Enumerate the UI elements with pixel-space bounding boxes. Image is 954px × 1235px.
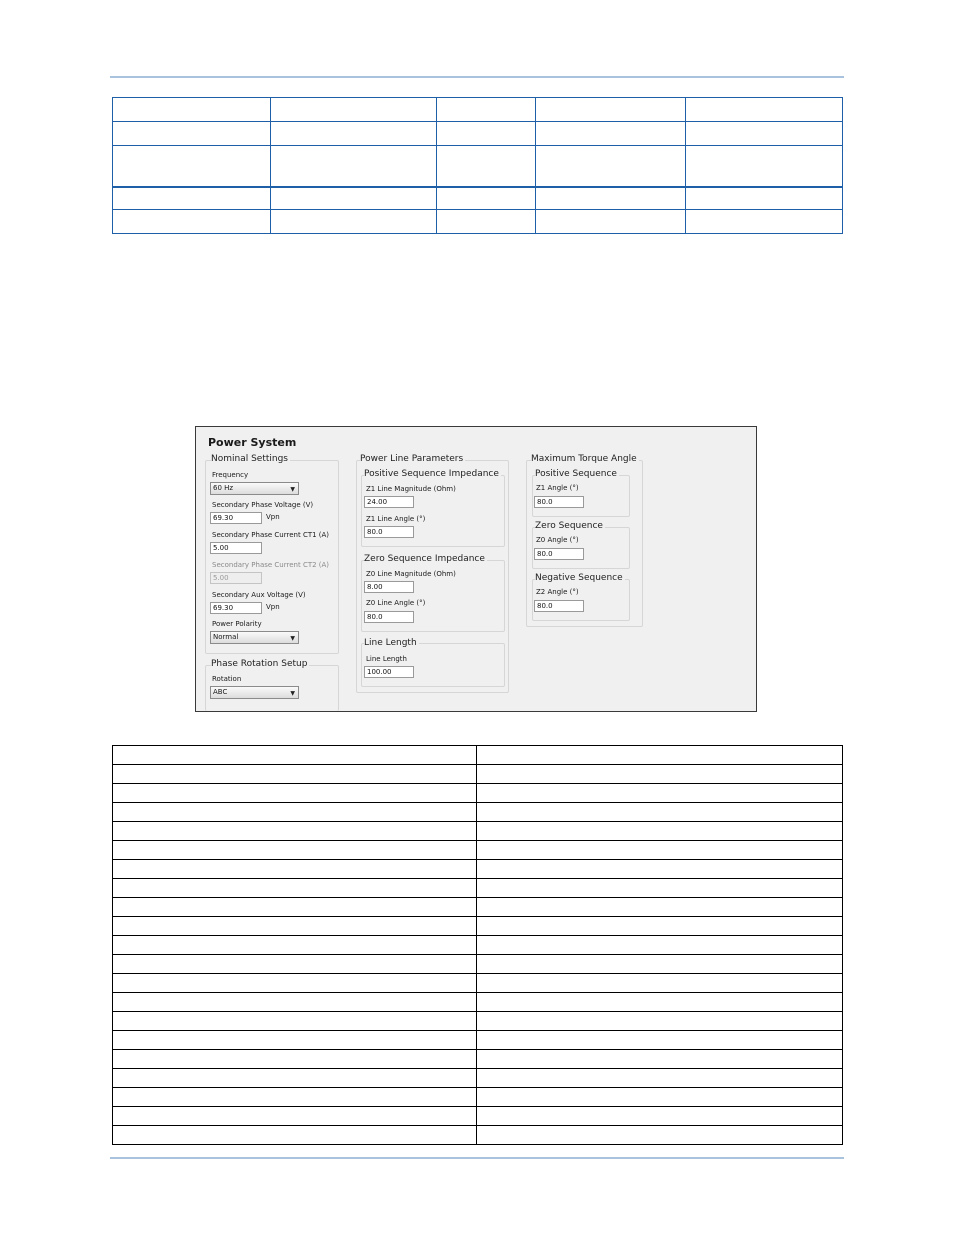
sec-phase-voltage-label: Secondary Phase Voltage (V) <box>212 501 314 509</box>
table-row <box>113 98 843 122</box>
table-row <box>113 146 843 187</box>
table-row <box>113 765 843 784</box>
power-system-screenshot <box>195 426 757 712</box>
ct2-input: 5.00 <box>210 572 262 584</box>
power-polarity-value: Normal <box>213 633 239 641</box>
torque-title: Maximum Torque Angle <box>531 454 637 464</box>
chevron-down-icon: ▼ <box>290 635 295 642</box>
table-row <box>113 974 843 993</box>
torque-negative-title: Negative Sequence <box>535 573 623 583</box>
nominal-settings-title: Nominal Settings <box>211 454 289 464</box>
table-row <box>113 993 843 1012</box>
top-table <box>112 97 843 234</box>
table-row <box>113 841 843 860</box>
frequency-select[interactable] <box>210 482 299 495</box>
frequency-label: Frequency <box>212 471 249 479</box>
line-length-title: Line Length <box>364 638 417 648</box>
table-row <box>113 936 843 955</box>
chevron-down-icon: ▼ <box>290 486 295 493</box>
ct1-input[interactable]: 5.00 <box>210 542 262 554</box>
z1-angle-input[interactable]: 80.0 <box>364 526 414 538</box>
table-row <box>113 898 843 917</box>
table-row <box>113 122 843 146</box>
aux-voltage-label: Secondary Aux Voltage (V) <box>212 591 306 599</box>
table-row <box>113 1088 843 1107</box>
chevron-down-icon: ▼ <box>290 690 295 697</box>
table-row <box>113 187 843 210</box>
z2-angle-torque-input[interactable]: 80.0 <box>534 600 584 612</box>
z0-magnitude-input[interactable]: 8.00 <box>364 581 414 593</box>
ct1-label: Secondary Phase Current CT1 (A) <box>212 531 330 539</box>
aux-voltage-input[interactable]: 69.30 <box>210 602 262 614</box>
bottom-table <box>112 745 843 1145</box>
z1-magnitude-input[interactable]: 24.00 <box>364 496 414 508</box>
z1-angle-torque-input[interactable]: 80.0 <box>534 496 584 508</box>
table-row <box>113 1107 843 1126</box>
phase-rotation-title: Phase Rotation Setup <box>211 659 308 669</box>
header-rule <box>110 76 844 78</box>
z0-angle-torque-label: Z0 Angle (°) <box>536 536 579 544</box>
z0-magnitude-label: Z0 Line Magnitude (Ohm) <box>366 570 456 578</box>
table-row <box>113 860 843 879</box>
power-polarity-select[interactable] <box>210 631 299 644</box>
table-row <box>113 803 843 822</box>
table-row <box>113 746 843 765</box>
table-row <box>113 1031 843 1050</box>
torque-positive-title: Positive Sequence <box>535 469 617 479</box>
rotation-value: ABC <box>213 688 228 696</box>
rotation-label: Rotation <box>212 675 242 683</box>
panel-title: Power System <box>208 436 297 449</box>
table-row <box>113 210 843 234</box>
torque-zero-title: Zero Sequence <box>535 521 603 531</box>
frequency-value: 60 Hz <box>213 484 234 492</box>
table-row <box>113 1069 843 1088</box>
z0-angle-torque-input[interactable]: 80.0 <box>534 548 584 560</box>
line-length-group <box>361 643 505 687</box>
z1-angle-label: Z1 Line Angle (°) <box>366 515 426 523</box>
table-row <box>113 822 843 841</box>
z0-angle-input[interactable]: 80.0 <box>364 611 414 623</box>
line-length-input[interactable]: 100.00 <box>364 666 414 678</box>
table-row <box>113 784 843 803</box>
z1-magnitude-label: Z1 Line Magnitude (Ohm) <box>366 485 456 493</box>
z0-angle-label: Z0 Line Angle (°) <box>366 599 426 607</box>
sec-phase-voltage-unit: Vpn <box>266 513 280 521</box>
ct2-label: Secondary Phase Current CT2 (A) <box>212 561 330 569</box>
power-line-title: Power Line Parameters <box>360 454 464 464</box>
line-length-label: Line Length <box>366 655 407 663</box>
z1-angle-torque-label: Z1 Angle (°) <box>536 484 579 492</box>
sec-phase-voltage-input[interactable]: 69.30 <box>210 512 262 524</box>
z2-angle-torque-label: Z2 Angle (°) <box>536 588 579 596</box>
power-polarity-label: Power Polarity <box>212 620 262 628</box>
footer-rule <box>110 1157 844 1159</box>
table-row <box>113 917 843 936</box>
table-row <box>113 1050 843 1069</box>
table-row <box>113 1126 843 1145</box>
positive-seq-title: Positive Sequence Impedance <box>364 469 499 479</box>
zero-seq-title: Zero Sequence Impedance <box>364 554 485 564</box>
table-row <box>113 1012 843 1031</box>
rotation-select[interactable] <box>210 686 299 699</box>
aux-voltage-unit: Vpn <box>266 603 280 611</box>
table-row <box>113 955 843 974</box>
table-row <box>113 879 843 898</box>
